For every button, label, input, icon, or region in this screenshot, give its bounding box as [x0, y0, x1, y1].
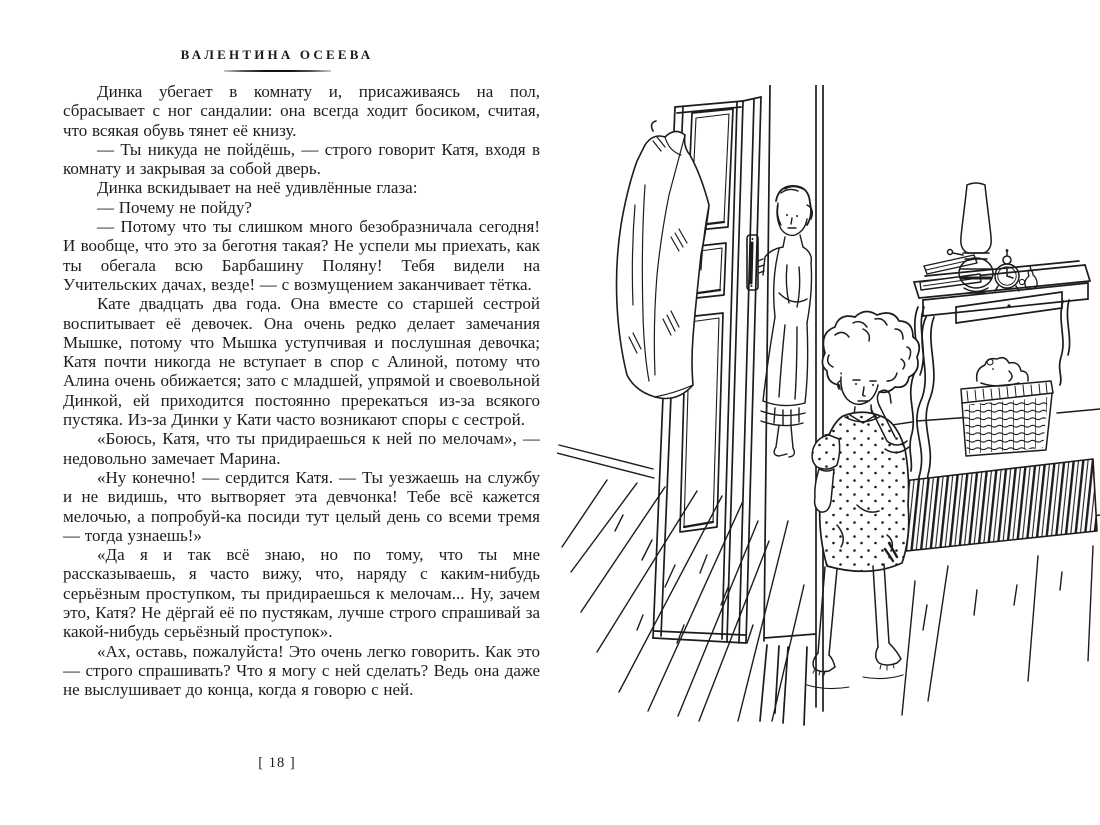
- paragraph: Динка вскидывает на неё удивлённые глаза:: [97, 178, 418, 198]
- right-page: [557, 85, 1100, 730]
- paragraph: — Почему не пойду?: [97, 197, 252, 217]
- paragraph: Кате двадцать два года. Она вместе со старшей сестрой воспитывает её девочек. Она очень редко делает замечания Мышке, потому что Мышка уступчивая и послушная девочка; Катя почти никогда не вступает в спор с Алиной, потому что Алина очень обижается; зато с младшей, упрямой и своевольной Динкой, ей приходится постоянно пререкаться из-за всякого пустяка. Из-за Динки у Кати часто возникают споры с сестрой.: [63, 294, 540, 430]
- page-number: [ 18 ]: [258, 755, 296, 771]
- alarm-clock: [995, 249, 1025, 291]
- paragraph: — Потому что ты слишком много безобразничала сегодня! И вообще, что это за беготня такая? Не успели мы приехать, как ты обегала всю Барбашину Поляну! Тебя видели на Учительских дачах, везде! — с возмущением заканчивает тётка.: [63, 217, 540, 294]
- paragraph: — Ты никуда не пойдёшь, — строго говорит Катя, входя в комнату и закрывая за собой дверь.: [63, 139, 540, 179]
- paragraph: «Ах, оставь, пожалуйста! Это очень легко говорить. Как это — строго спрашивать? Что я могу с ней сделать? Ведь она даже не выслушивает до конца, когда я говорю с ней.: [63, 641, 540, 700]
- illustration: [557, 85, 1100, 730]
- header-rule: [224, 70, 331, 72]
- teddy-bear: [977, 358, 1028, 386]
- paragraph: «Боюсь, Катя, что ты придираешься к ней по мелочам», — недовольно замечает Марина.: [63, 429, 540, 468]
- books: [920, 255, 981, 290]
- toy-basket: [961, 358, 1053, 456]
- text-column: [63, 82, 540, 700]
- kerosene-lamp: [948, 183, 994, 293]
- paragraph: Динка убегает в комнату и, присаживаясь на пол, сбрасывает с ног сандалии: она всегда ходит босиком, считая, что всякая обувь тянет её книзу.: [63, 82, 540, 140]
- striped-rug: [887, 459, 1097, 553]
- coat-on-hook: [617, 121, 710, 399]
- paragraph: «Да я и так всё знаю, но по тому, что ты мне рассказываешь, я часто вижу, что, наряду с каким-нибудь серьёзным проступком, ты придираешься к мелочам... Ну, зачем это, Катя? Не дёргай её по пустякам, лучше строго спрашивай за какой-нибудь серьёзный проступок».: [63, 545, 540, 642]
- running-head: ВАЛЕНТИНА ОСЕЕВА: [180, 47, 374, 62]
- katya-peeking: [758, 186, 812, 457]
- paragraph: «Ну конечно! — сердится Катя. — Ты уезжаешь на службу и не видишь, что вытворяет эта девчонка! Тебе всё кажется мелочью, а попробуй-ка посиди тут целый день со всеми тремя — тогда узнаешь!»: [63, 467, 540, 545]
